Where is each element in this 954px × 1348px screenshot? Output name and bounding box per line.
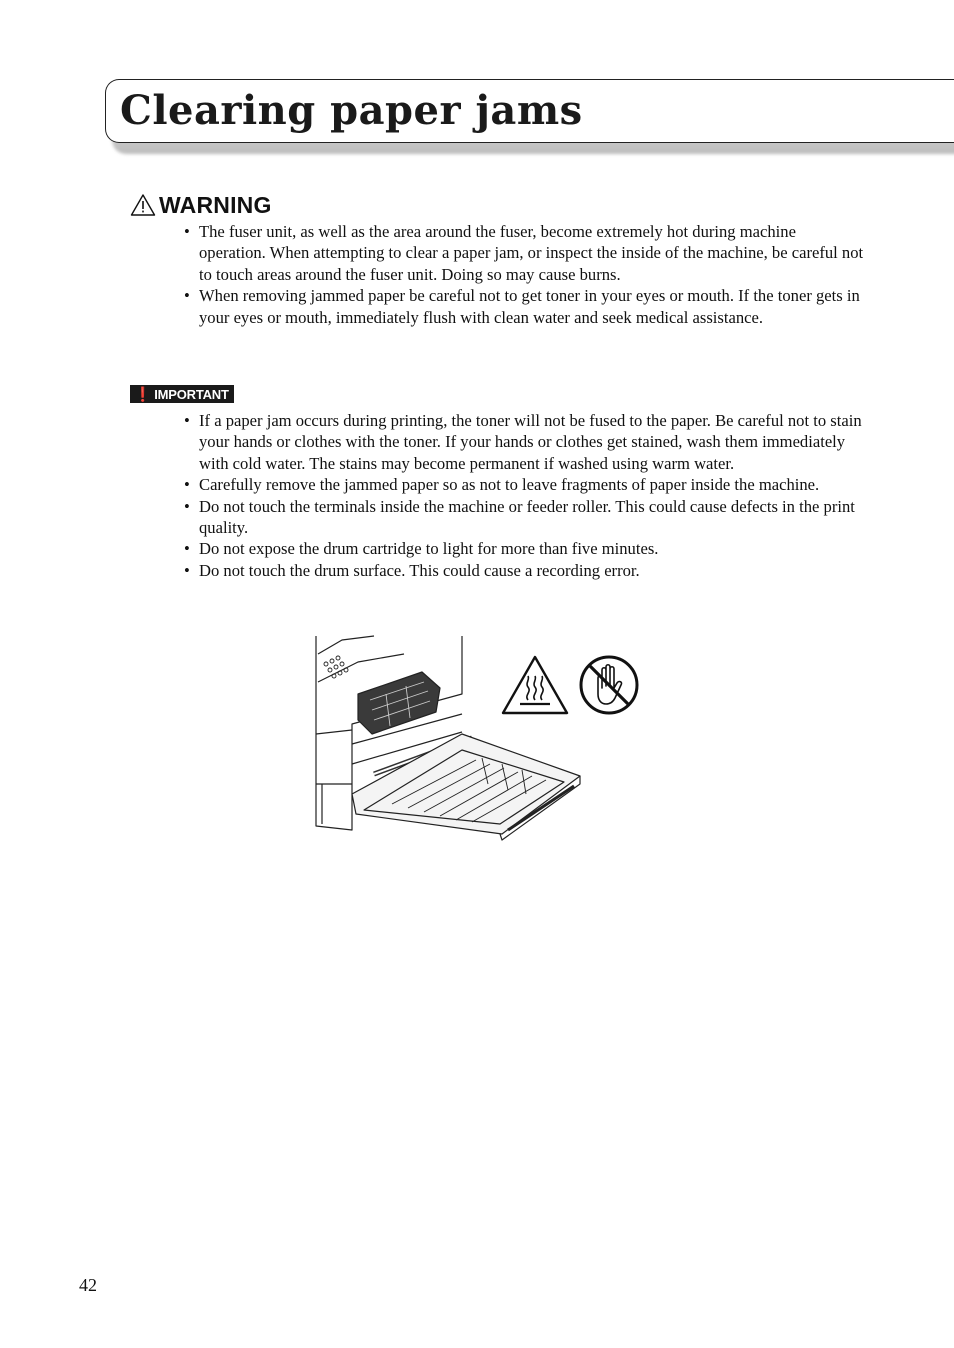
list-item: • Do not expose the drum cartridge to light for more than five minutes.: [184, 538, 864, 559]
do-not-touch-icon: [578, 654, 640, 716]
exclamation-icon: ❗: [134, 385, 152, 402]
page-title: Clearing paper jams: [120, 87, 583, 134]
list-item: • Do not touch the terminals inside the machine or feeder roller. This could cause defects in the print quality.: [184, 496, 864, 539]
important-list: [184, 410, 864, 581]
hot-surface-warning-icon: [500, 654, 570, 716]
warning-label: WARNING: [159, 191, 272, 218]
warning-triangle-icon: [130, 193, 156, 217]
list-item: • The fuser unit, as well as the area around the fuser, become extremely hot during machine operation. When attempting to clear a paper jam, or inspect the inside of the machine, be careful not to touch areas around the fuser unit. Doing so may cause burns.: [184, 221, 864, 285]
list-item: • Do not touch the drum surface. This could cause a recording error.: [184, 560, 864, 581]
page-number: 42: [79, 1275, 97, 1295]
important-badge: [130, 385, 234, 403]
list-item: • Carefully remove the jammed paper so as not to leave fragments of paper inside the machine.: [184, 474, 864, 495]
list-item: • When removing jammed paper be careful not to get toner in your eyes or mouth. If the toner gets in your eyes or mouth, immediately flush with clean water and seek medical assistance.: [184, 285, 864, 328]
warning-list: [184, 221, 864, 328]
list-item: • If a paper jam occurs during printing, the toner will not be fused to the paper. Be careful not to stain your hands or clothes with the toner. If your hands or clothes get stained, wash them immediately with cold water. The stains may become permanent if washed using warm water.: [184, 410, 864, 474]
warning-heading: [130, 191, 272, 219]
important-label: IMPORTANT: [154, 386, 229, 402]
